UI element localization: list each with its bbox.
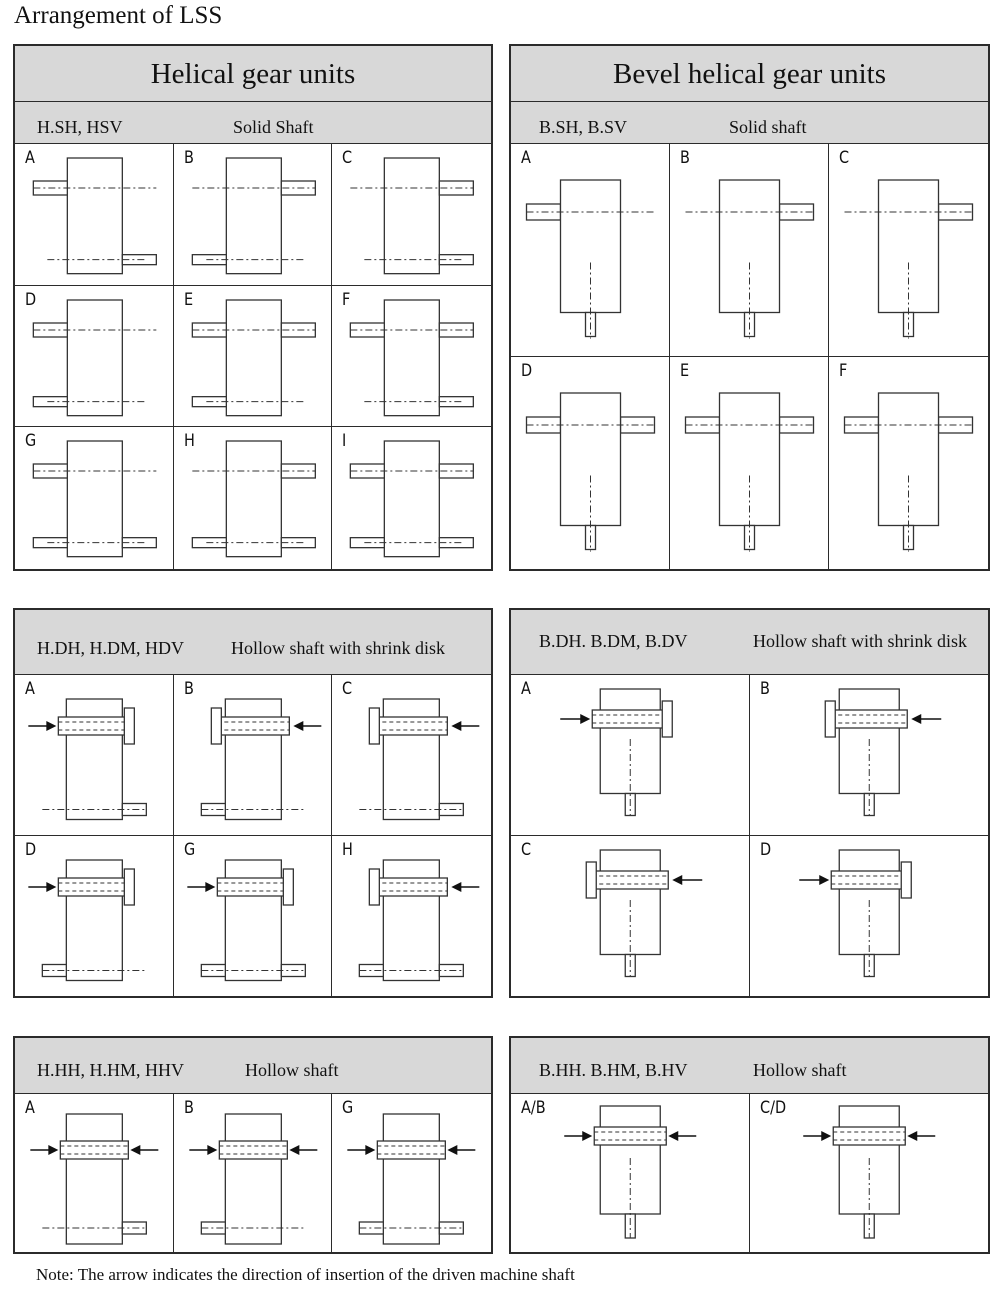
panel-shaft-type: Hollow shaft with shrink disk: [753, 631, 967, 651]
shrink-disk: [211, 708, 221, 744]
arrangement-label: C: [342, 679, 353, 699]
gear-unit-drawing: [511, 357, 670, 570]
gear-unit-drawing: [15, 286, 174, 428]
arrangement-cell: [332, 286, 491, 428]
arrangement-cell: [511, 675, 750, 836]
insertion-arrow-icon: [452, 721, 480, 731]
arrangement-label: C: [342, 148, 353, 168]
arrangement-label: D: [521, 360, 533, 381]
arrangement-cell: [332, 836, 491, 997]
arrangement-label: F: [342, 289, 351, 310]
gear-unit-drawing: [750, 1094, 989, 1252]
insertion-arrow-icon: [452, 882, 480, 892]
arrangement-label: B: [759, 679, 770, 699]
arrangement-cell: [15, 675, 174, 836]
insertion-arrow-icon: [348, 1145, 376, 1155]
arrangement-cell: [174, 675, 333, 836]
arrangement-grid: [15, 1094, 491, 1252]
gear-unit-drawing: [332, 836, 491, 997]
gear-unit-drawing: [15, 144, 174, 286]
shrink-disk: [124, 708, 134, 744]
arrangement-label: G: [342, 1098, 354, 1118]
shrink-disk: [124, 869, 134, 905]
arrangement-cell: [750, 675, 989, 836]
arrangement-cell: [750, 1094, 989, 1252]
housing: [67, 158, 122, 274]
housing: [385, 441, 440, 557]
insertion-arrow-icon: [30, 1145, 58, 1155]
hollow-shaft: [58, 717, 130, 735]
gear-unit-drawing: [332, 427, 491, 569]
panel-header: [511, 610, 988, 675]
arrangement-label: D: [759, 839, 771, 860]
insertion-arrow-icon: [187, 882, 215, 892]
arrangement-grid: [511, 1094, 988, 1252]
insertion-arrow-icon: [293, 721, 321, 731]
panel-header: [15, 46, 491, 144]
gear-unit-drawing: [829, 357, 988, 570]
shrink-disk: [662, 701, 672, 737]
gear-unit-drawing: [174, 675, 333, 836]
gear-unit-drawing: [332, 675, 491, 836]
arrangement-label: A/B: [521, 1098, 546, 1118]
hollow-shaft: [831, 710, 907, 728]
arrangement-cell: [332, 1094, 491, 1252]
gear-unit-drawing: [750, 675, 989, 836]
panel-header: [15, 1038, 491, 1094]
arrangement-cell: [15, 286, 174, 428]
gear-unit-drawing: [174, 1094, 333, 1252]
shrink-disk: [370, 708, 380, 744]
gear-unit-drawing: [15, 1094, 174, 1252]
panel-title: Helical gear units: [15, 46, 491, 102]
panel-title: Bevel helical gear units: [511, 46, 988, 102]
gear-unit-drawing: [15, 427, 174, 569]
arrangement-label: A: [521, 679, 531, 699]
footnote: Note: The arrow indicates the direction of insertion of the driven machine shaft: [36, 1265, 575, 1284]
panel-header: [15, 610, 491, 675]
arrangement-cell: [15, 144, 174, 286]
gear-unit-drawing: [511, 836, 750, 997]
gear-unit-drawing: [511, 144, 670, 357]
housing: [385, 158, 440, 274]
arrangement-cell: [332, 675, 491, 836]
insertion-arrow-icon: [28, 882, 56, 892]
insertion-arrow-icon: [911, 714, 941, 724]
panel-models: B.DH. B.DM, B.DV: [539, 631, 688, 651]
housing: [385, 300, 440, 416]
panel-header: [511, 1038, 988, 1094]
hollow-shaft: [376, 878, 448, 896]
panel-shaft-type: Solid Shaft: [233, 117, 314, 137]
panel-shaft-type: Solid shaft: [729, 117, 807, 137]
hollow-shaft: [592, 871, 668, 889]
housing: [225, 1114, 281, 1244]
shrink-disk: [370, 869, 380, 905]
insertion-arrow-icon: [560, 714, 590, 724]
insertion-arrow-icon: [448, 1145, 476, 1155]
gear-unit-drawing: [15, 836, 174, 997]
hollow-shaft: [592, 710, 668, 728]
arrangement-cell: [511, 836, 750, 997]
arrangement-label: E: [680, 360, 690, 381]
hollow-shaft: [217, 878, 289, 896]
insertion-arrow-icon: [668, 1131, 696, 1141]
insertion-arrow-icon: [907, 1131, 935, 1141]
arrangement-label: A: [25, 679, 35, 699]
arrangement-cell: [511, 357, 670, 570]
arrangement-cell: [670, 357, 829, 570]
arrangement-label: B: [680, 148, 690, 168]
arrangement-label: B: [183, 679, 194, 699]
arrangement-label: G: [25, 431, 37, 452]
arrangement-grid: [511, 675, 988, 996]
arrangement-label: B: [183, 1098, 194, 1118]
panel-models: B.HH. B.HM, B.HV: [539, 1060, 688, 1080]
arrangement-label: D: [25, 839, 37, 860]
arrangement-label: C: [521, 839, 532, 860]
insertion-arrow-icon: [803, 1131, 831, 1141]
page-title: Arrangement of LSS: [14, 2, 223, 29]
arrangement-label: E: [183, 289, 193, 310]
housing: [66, 1114, 122, 1244]
housing: [67, 300, 122, 416]
arrangement-cell: [15, 836, 174, 997]
housing: [226, 158, 281, 274]
insertion-arrow-icon: [189, 1145, 217, 1155]
arrangement-cell: [174, 836, 333, 997]
arrangement-cell: [829, 357, 988, 570]
arrangement-cell: [174, 427, 333, 569]
gear-unit-drawing: [750, 836, 989, 997]
hollow-shaft: [833, 1127, 905, 1145]
gear-unit-drawing: [670, 144, 829, 357]
panel-shaft-type: Hollow shaft: [753, 1060, 847, 1080]
insertion-arrow-icon: [130, 1145, 158, 1155]
gear-unit-drawing: [174, 836, 333, 997]
arrangement-label: B: [183, 148, 194, 168]
gear-unit-drawing: [332, 144, 491, 286]
insertion-arrow-icon: [289, 1145, 317, 1155]
insertion-arrow-icon: [799, 875, 829, 885]
arrangement-label: C: [839, 148, 850, 168]
arrangement-grid: [15, 675, 491, 996]
hollow-shaft: [376, 717, 448, 735]
arrangement-cell: [332, 427, 491, 569]
shrink-disk: [901, 862, 911, 898]
gear-unit-drawing: [174, 144, 333, 286]
arrangement-cell: [511, 144, 670, 357]
housing: [384, 1114, 440, 1244]
gear-unit-drawing: [511, 675, 750, 836]
arrangement-cell: [332, 144, 491, 286]
gear-unit-drawing: [829, 144, 988, 357]
arrangement-label: C/D: [759, 1098, 786, 1118]
panel-helical-shrink: [13, 608, 493, 998]
arrangement-grid: [511, 144, 988, 569]
hollow-shaft: [219, 1141, 287, 1159]
hollow-shaft: [594, 1127, 666, 1145]
hollow-shaft: [58, 878, 130, 896]
housing: [226, 441, 281, 557]
panel-models: H.DH, H.DM, HDV: [37, 638, 184, 658]
panel-bevel-shrink: [509, 608, 990, 998]
arrangement-label: A: [25, 1098, 35, 1118]
panel-models: B.SH, B.SV: [539, 117, 628, 137]
panel-header: [511, 46, 988, 144]
gear-unit-drawing: [174, 286, 333, 428]
shrink-disk: [825, 701, 835, 737]
insertion-arrow-icon: [564, 1131, 592, 1141]
arrangement-cell: [15, 427, 174, 569]
panel-bevel-solid: [509, 44, 990, 571]
arrangement-cell: [15, 1094, 174, 1252]
gear-unit-drawing: [670, 357, 829, 570]
arrangement-label: A: [521, 148, 531, 168]
arrangement-grid: [15, 144, 491, 569]
arrangement-cell: [511, 1094, 750, 1252]
arrangement-label: A: [25, 148, 35, 168]
housing: [226, 300, 281, 416]
arrangement-label: F: [839, 360, 848, 381]
shrink-disk: [586, 862, 596, 898]
panel-models: H.HH, H.HM, HHV: [37, 1060, 184, 1080]
panel-helical-solid: [13, 44, 493, 571]
gear-unit-drawing: [174, 427, 333, 569]
gear-unit-drawing: [511, 1094, 750, 1252]
panel-models: H.SH, HSV: [37, 117, 123, 137]
arrangement-cell: [174, 1094, 333, 1252]
panel-shaft-type: Hollow shaft with shrink disk: [231, 638, 445, 658]
arrangement-cell: [750, 836, 989, 997]
gear-unit-drawing: [332, 286, 491, 428]
insertion-arrow-icon: [672, 875, 702, 885]
arrangement-label: I: [342, 431, 347, 452]
shrink-disk: [283, 869, 293, 905]
arrangement-cell: [174, 286, 333, 428]
insertion-arrow-icon: [28, 721, 56, 731]
panel-shaft-type: Hollow shaft: [245, 1060, 339, 1080]
housing: [67, 441, 122, 557]
gear-unit-drawing: [332, 1094, 491, 1252]
arrangement-cell: [829, 144, 988, 357]
hollow-shaft: [831, 871, 907, 889]
arrangement-label: H: [342, 839, 354, 860]
gear-unit-drawing: [15, 675, 174, 836]
arrangement-cell: [174, 144, 333, 286]
arrangement-cell: [670, 144, 829, 357]
arrangement-label: G: [183, 839, 195, 860]
arrangement-label: D: [25, 289, 37, 310]
arrangement-label: H: [183, 431, 195, 452]
panel-helical-hollow: [13, 1036, 493, 1254]
hollow-shaft: [60, 1141, 128, 1159]
hollow-shaft: [217, 717, 289, 735]
hollow-shaft: [378, 1141, 446, 1159]
panel-bevel-hollow: [509, 1036, 990, 1254]
